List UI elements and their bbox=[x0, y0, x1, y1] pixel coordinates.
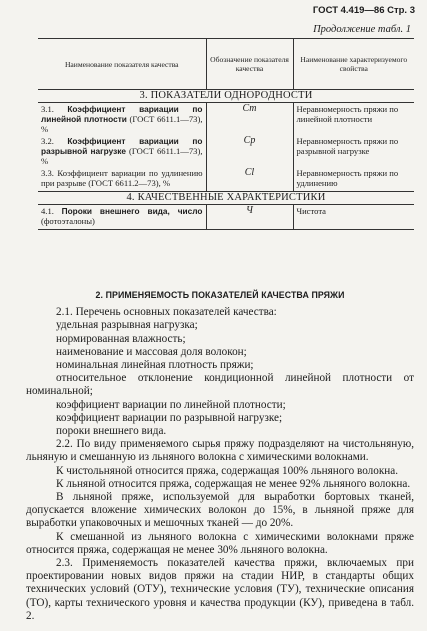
indicator-property: Неравномерность пряжи по разрывной нагрузке bbox=[293, 135, 414, 167]
list-item: номинальная линейная плотность пряжи; bbox=[56, 359, 254, 372]
paragraph-2-3: 2.3. Применяемость показателей качества пряжи, включаемых при проектировании новых видов пряжи на стадии НИР, в стандарты общих технических условий (ОТУ), технические условия (ТУ), технические описания (ТО), карты технического уровня и качества продукции (КУ), приведена в табл. 2. bbox=[26, 557, 414, 622]
indicator-name-rest: (ГОСТ 6611.1—73), % bbox=[41, 146, 203, 166]
section-title-row bbox=[38, 90, 414, 103]
list-item: пороки внешнего вида. bbox=[56, 425, 167, 438]
column-header-name: Наименование показателя качества bbox=[38, 39, 206, 90]
indicator-property: Неравномерность пряжи по линейной плотности bbox=[293, 103, 414, 136]
table-row bbox=[38, 167, 414, 192]
indicator-number: 3.2. bbox=[41, 136, 54, 146]
paragraph-pure-flax: К чистольняной относится пряжа, содержащая 100% льняного волокна. bbox=[56, 464, 399, 477]
indicator-number: 4.1. bbox=[41, 206, 54, 216]
column-header-property: Наименование характеризуемого свойства bbox=[293, 39, 414, 90]
table-row bbox=[38, 135, 414, 167]
indicator-name bbox=[38, 205, 206, 230]
list-item: наименование и массовая доля волокон; bbox=[56, 345, 247, 358]
indicator-number: 3.1. bbox=[41, 104, 54, 114]
indicator-name bbox=[38, 135, 206, 167]
indicator-symbol: Ч bbox=[206, 205, 293, 230]
indicator-name-rest: Коэффициент вариации по удлинению при разрыве (ГОСТ 6611.2—73), % bbox=[41, 168, 203, 188]
indicator-symbol: Cт bbox=[206, 103, 293, 136]
indicator-name-rest: (фотоэталоны) bbox=[41, 216, 95, 226]
paragraph-board-fabric: В льняной пряже, используемой для выработки бортовых тканей, допускается вложение химических волокон до 15%, в льняной пряже для выработки упаковочных и мешочных тканей — до 20%. bbox=[26, 491, 414, 530]
indicator-name bbox=[38, 103, 206, 136]
indicator-name-bold: Коэффициент вариации по разрывной нагрузке bbox=[41, 136, 203, 156]
paragraph-2-2: 2.2. По виду применяемого сырья пряжу подразделяют на чистольняную, льняную и смешанную из льняного волокна с химическими волокнами. bbox=[26, 438, 414, 464]
indicator-symbol: Cl bbox=[206, 167, 293, 192]
section-2-body bbox=[26, 289, 414, 623]
list-item: коэффициент вариации по линейной плотности; bbox=[56, 398, 286, 411]
indicator-property: Неравномерность пряжи по удлинению bbox=[293, 167, 414, 192]
paragraph-mixed: К смешанной из льняного волокна с химическими волокнами пряже относится пряжа, содержащая не менее 30% льняного волокна. bbox=[26, 530, 414, 556]
table-row bbox=[38, 205, 414, 230]
quality-indicators-table bbox=[38, 38, 414, 230]
page-header: ГОСТ 4.419—86 Стр. 3 bbox=[312, 5, 415, 16]
list-item: относительное отклонение кондиционной линейной плотности от номинальной; bbox=[26, 372, 414, 398]
section-2-title: 2. ПРИМЕНЯЕМОСТЬ ПОКАЗАТЕЛЕЙ КАЧЕСТВА ПРЯЖИ bbox=[95, 290, 345, 300]
indicator-name-rest: (ГОСТ 6611.1—73), % bbox=[41, 114, 203, 134]
table-continuation-label: Продолжение табл. 1 bbox=[313, 24, 411, 35]
list-item: удельная разрывная нагрузка; bbox=[56, 319, 198, 332]
paragraph-flax: К льняной относится пряжа, содержащая не менее 92% льняного волокна. bbox=[56, 477, 411, 490]
indicator-property: Чистота bbox=[293, 205, 414, 230]
section-title: 3. ПОКАЗАТЕЛИ ОДНОРОДНОСТИ bbox=[38, 90, 414, 103]
indicator-name-bold: Коэффициент вариации по линейной плотности bbox=[41, 104, 203, 124]
column-header-symbol: Обозначение показателя качества bbox=[206, 39, 293, 90]
section-title: 4. КАЧЕСТВЕННЫЕ ХАРАКТЕРИСТИКИ bbox=[38, 192, 414, 205]
indicator-name bbox=[38, 167, 206, 192]
indicator-symbol: Cр bbox=[206, 135, 293, 167]
indicator-number: 3.3. bbox=[41, 168, 54, 178]
list-item: коэффициент вариации по разрывной нагрузке; bbox=[56, 411, 283, 424]
table-row bbox=[38, 103, 414, 136]
indicator-name-bold: Пороки внешнего вида, число bbox=[61, 206, 203, 216]
table-header-row bbox=[38, 39, 414, 90]
section-title-row bbox=[38, 192, 414, 205]
list-item: нормированная влажность; bbox=[56, 332, 186, 345]
paragraph-2-1: 2.1. Перечень основных показателей качества: bbox=[56, 306, 277, 319]
